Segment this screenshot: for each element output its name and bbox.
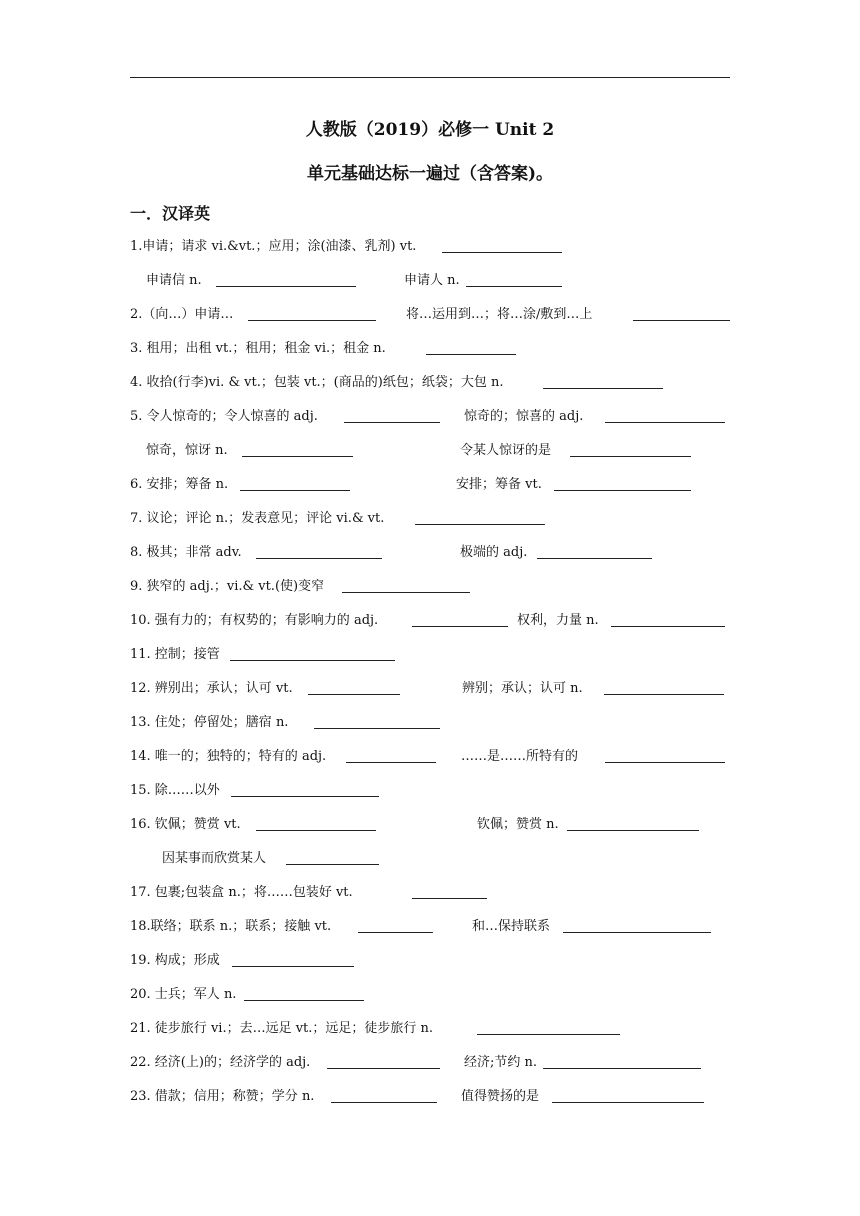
item-5-blank-a[interactable] [344,422,440,423]
item-15-blank[interactable] [231,796,379,797]
item-8-label: 8. 极其；非常 adv. [130,545,242,560]
item-22-label: 22. 经济(上)的；经济学的 adj. [130,1055,311,1070]
item-20-label: 20. 士兵；军人 n. [130,987,237,1002]
item-14-blank-a[interactable] [346,762,436,763]
item-9-label: 9. 狭窄的 adj.；vi.& vt.(使)变窄 [130,579,325,594]
item-10-label: 10. 强有力的；有权势的；有影响力的 adj. [130,613,379,628]
item-12-label: 12. 辨别出；承认；认可 vt. [130,681,293,696]
item-16-blank-a[interactable] [256,830,376,831]
item-5-label: 5. 令人惊奇的；令人惊喜的 adj. [130,409,318,424]
item-21-blank[interactable] [477,1034,620,1035]
item-5-sub-b-label: 令某人惊讶的是 [460,443,552,458]
item-18-b-label: 和…保持联系 [472,919,551,934]
item-1-sub-a-blank[interactable] [216,286,356,287]
item-13-blank[interactable] [314,728,440,729]
item-10-blank-b[interactable] [611,626,725,627]
item-23-b-label: 值得赞扬的是 [461,1089,540,1104]
item-1-label: 1.申请；请求 vi.&vt.；应用；涂(油漆、乳剂) vt. [130,239,417,254]
item-10-b-label: 权利，力量 n. [517,613,599,628]
item-2-label: 2.（向…）申请… [130,307,234,322]
item-16-label: 16. 钦佩；赞赏 vt. [130,817,241,832]
item-17-blank[interactable] [412,898,487,899]
item-10-blank-a[interactable] [412,626,508,627]
item-4-blank[interactable] [543,388,663,389]
item-21-label: 21. 徒步旅行 vi.；去…远足 vt.；远足；徒步旅行 n. [130,1021,434,1036]
item-1-blank[interactable] [442,252,562,253]
item-6-label: 6. 安排；筹备 n. [130,477,229,492]
item-14-b-label: ……是……所特有的 [461,749,579,764]
section-heading: 一．汉译英 [130,204,211,223]
item-16-sub-blank[interactable] [286,864,379,865]
item-3-blank[interactable] [426,354,516,355]
item-8-blank-a[interactable] [256,558,382,559]
item-15-label: 15. 除……以外 [130,783,220,798]
item-13-label: 13. 住处；停留处；膳宿 n. [130,715,289,730]
item-16-b-label: 钦佩；赞赏 n. [477,817,559,832]
item-23-blank-a[interactable] [331,1102,437,1103]
item-5-b-label: 惊奇的；惊喜的 adj. [464,409,584,424]
item-5-sub-a-label: 惊奇，惊讶 n. [146,443,228,458]
item-6-b-label: 安排；筹备 vt. [456,477,542,492]
item-14-label: 14. 唯一的；独特的；特有的 adj. [130,749,327,764]
item-14-blank-b[interactable] [605,762,725,763]
item-18-label: 18.联络；联系 n.；联系；接触 vt. [130,919,332,934]
item-22-b-label: 经济;节约 n. [464,1055,538,1070]
item-5-blank-b[interactable] [605,422,725,423]
item-12-b-label: 辨别；承认；认可 n. [462,681,583,696]
item-7-blank[interactable] [415,524,545,525]
item-1-sub-a-label: 申请信 n. [146,273,202,288]
item-22-blank-a[interactable] [327,1068,440,1069]
item-12-blank-b[interactable] [604,694,724,695]
item-6-blank-a[interactable] [240,490,350,491]
item-2-b-label: 将…运用到…；将…涂/敷到…上 [406,307,593,322]
item-1-sub-b-label: 申请人 n. [404,273,460,288]
item-16-blank-b[interactable] [567,830,699,831]
item-3-label: 3. 租用；出租 vt.；租用；租金 vi.；租金 n. [130,341,386,356]
item-8-b-label: 极端的 adj. [460,545,528,560]
item-19-blank[interactable] [232,966,354,967]
item-22-blank-b[interactable] [543,1068,701,1069]
item-2-blank-a[interactable] [248,320,376,321]
item-8-blank-b[interactable] [537,558,652,559]
item-4-label: 4. 收拾(行李)vi. & vt.；包装 vt.；(商品的)纸包；纸袋；大包 n. [130,375,504,390]
item-6-blank-b[interactable] [554,490,691,491]
item-16-sub-label: 因某事而欣赏某人 [162,851,267,866]
item-2-blank-b[interactable] [633,320,730,321]
item-1-sub-b-blank[interactable] [466,286,562,287]
item-12-blank-a[interactable] [308,694,400,695]
item-17-label: 17. 包裹;包装盒 n.；将……包装好 vt. [130,885,353,900]
item-20-blank[interactable] [244,1000,364,1001]
item-7-label: 7. 议论；评论 n.；发表意见；评论 vi.& vt. [130,511,385,526]
document-subtitle: 单元基础达标一遍过（含答案)。 [306,164,554,184]
item-5-sub-b-blank[interactable] [570,456,691,457]
document-title: 人教版（2019）必修一 Unit 2 [305,120,555,140]
item-19-label: 19. 构成；形成 [130,953,220,968]
header-rule [130,77,730,78]
item-23-label: 23. 借款；信用；称赞；学分 n. [130,1089,315,1104]
item-5-sub-a-blank[interactable] [242,456,353,457]
item-18-blank-b[interactable] [563,932,711,933]
item-11-blank[interactable] [230,660,395,661]
item-11-label: 11. 控制；接管 [130,647,220,662]
item-23-blank-b[interactable] [552,1102,704,1103]
item-9-blank[interactable] [342,592,470,593]
item-18-blank-a[interactable] [358,932,433,933]
